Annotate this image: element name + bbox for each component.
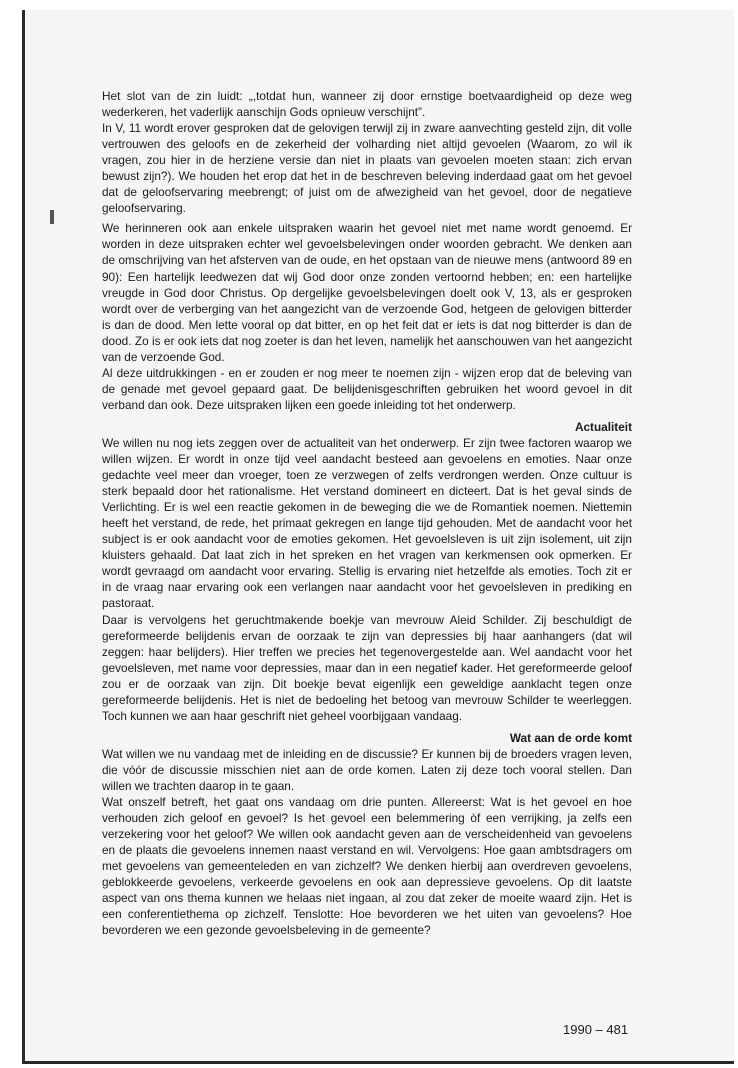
page-number: 1990 – 481 <box>563 1022 629 1037</box>
paragraph: Wat onszelf betreft, het gaat ons vandaag om drie punten. Allereerst: Wat is het gevoel en hoe verhouden zich geloof en gevoel? Is het gevoel een belemmering òf een verrijking, ja zelfs een verzekering voor het geloof? We willen ook aandacht geven aan de verscheidenheid van gevoelens en de plaats die gevoelens innemen naast verstand en wil. Vervolgens: Hoe gaan ambtsdragers om met gevoelens van gemeenteleden en van zichzelf? We denken hierbij aan overdreven gevoelens, geblokkeerde gevoelens, verkeerde gevoelens en ook aan depressieve gevoelens. Op dit laatste aspect van ons thema kunnen we helaas niet ingaan, al zou dat zeker de moeite waard zijn. Het is een conferentiethema op zichzelf. Tenslotte: Hoe bevorderen we het uiten van gevoelens? Hoe bevorderen we een gezonde gevoelsbeleving in de gemeente? <box>102 795 632 938</box>
section-heading-wat-aan-de-orde-komt: Wat aan de orde komt <box>509 730 632 745</box>
page-sheet <box>22 10 734 1064</box>
paragraph: Het slot van de zin luidt: „,totdat hun, wanneer zij door ernstige boetvaardigheid op deze weg wederkeren, het vaderlijk aanschijn Gods opnieuw verschijnt”. <box>102 89 632 120</box>
body-text <box>102 88 632 938</box>
paragraph: In V, 11 wordt erover gesproken dat de gelovigen terwijl zij in zware aanvechting gesteld zijn, dit volle vertrouwen des geloofs en de zekerheid der volharding niet altijd gevoelen (Waarom, zo wil ik vragen, zou hier in de herziene versie dan niet in plaats van gevoelen moeten staan: zich ervan bewust zijn?). We houden het erop dat het in de beschreven beleving inderdaad gaat om het gevoel dat de geloofservaring meebrengt; of juist om de afwezigheid van het gevoel, door de negatieve geloofservaring. <box>102 121 632 216</box>
paragraph: Al deze uitdrukkingen - en er zouden er nog meer te noemen zijn - wijzen erop dat de beleving van de genade met gevoel gepaard gaat. De belijdenisgeschriften gebruiken het woord gevoel in dit verband dan ook. Deze uitspraken lijken een goede inleiding tot het onderwerp. <box>102 365 632 412</box>
paragraph: We herinneren ook aan enkele uitspraken waarin het gevoel niet met name wordt genoemd. Er worden in deze uitspraken echter wel gevoelsbelevingen onder woorden gebracht. We denken aan de omschrijving van het afsterven van de oude, en het opstaan van de nieuwe mens (antwoord 89 en 90): Een hartelijk leedwezen dat wij God door onze zonden vertoornd hebben; en: een hartelijke vreugde in God door Christus. Op dergelijke gevoelsbelevingen doelt ook V, 13, als er gesproken wordt over de verberging van het aangezicht van de verzoende God, hetgeen de gelovigen bitterder is dan de dood. Men lette vooral op dat bitter, en op het feit dat er iets is dat nog bitterder is dan de dood. Zo is er ook iets dat nog zoeter is dan het leven, namelijk het aanschouwen van het aangezicht van de verzoende God. <box>102 221 632 364</box>
margin-mark <box>50 210 54 224</box>
paragraph: We willen nu nog iets zeggen over de actualiteit van het onderwerp. Er zijn twee factoren waarop we willen wijzen. Er wordt in onze tijd veel aandacht besteed aan gevoelens en emoties. Naar onze gedachte veel meer dan vroeger, toen ze verzwegen of zelfs verdrongen werden. Onze cultuur is sterk bepaald door het rationalisme. Het verstand domineert en dicteert. Dat is het geval sinds de Verlichting. Er is wel een reactie gekomen in de beweging die we de Romantiek noemen. Niettemin heeft het verstand, de rede, het primaat gekregen en lange tijd gehouden. Met de aandacht voor het subject is er ook aandacht voor de emoties gekomen. Het gevoelsleven is uit zijn isolement, uit zijn kluisters gehaald. Dat laat zich in het spreken en het vragen van kerkmensen ook opmerken. Er wordt gevraagd om aandacht voor ervaring. Stellig is ervaring niet hetzelfde als emoties. Toch zit er in de vraag naar ervaring ook een verlangen naar aandacht voor het gevoelsleven in prediking en pastoraat. <box>102 435 632 611</box>
section-heading-actualiteit: Actualiteit <box>574 419 632 434</box>
paragraph: Daar is vervolgens het geruchtmakende boekje van mevrouw Aleid Schilder. Zij beschuldigt de gereformeerde belijdenis ervan de oorzaak te zijn van depressies bij haar aanhangers (dat wil zeggen: haar belijders). Hier treffen we precies het tegenovergestelde aan. Wel aandacht voor het gevoelsleven, met name voor depressies, maar dan in een negatief kader. Het gereformeerde geloof zou er de oorzaak van zijn. Dit boekje bevat eigenlijk een geweldige aanklacht tegen onze gereformeerde belijdenis. Het is niet de bedoeling het betoog van mevrouw Schilder te weerleggen. Toch kunnen we aan haar geschrift niet geheel voorbijgaan vandaag. <box>102 612 632 723</box>
paragraph: Wat willen we nu vandaag met de inleiding en de discussie? Er kunnen bij de broeders vragen leven, die vóór de discussie misschien niet aan de orde komen. Laten zij deze toch vooral stellen. Dan willen we trachten daarop in te gaan. <box>102 746 632 793</box>
